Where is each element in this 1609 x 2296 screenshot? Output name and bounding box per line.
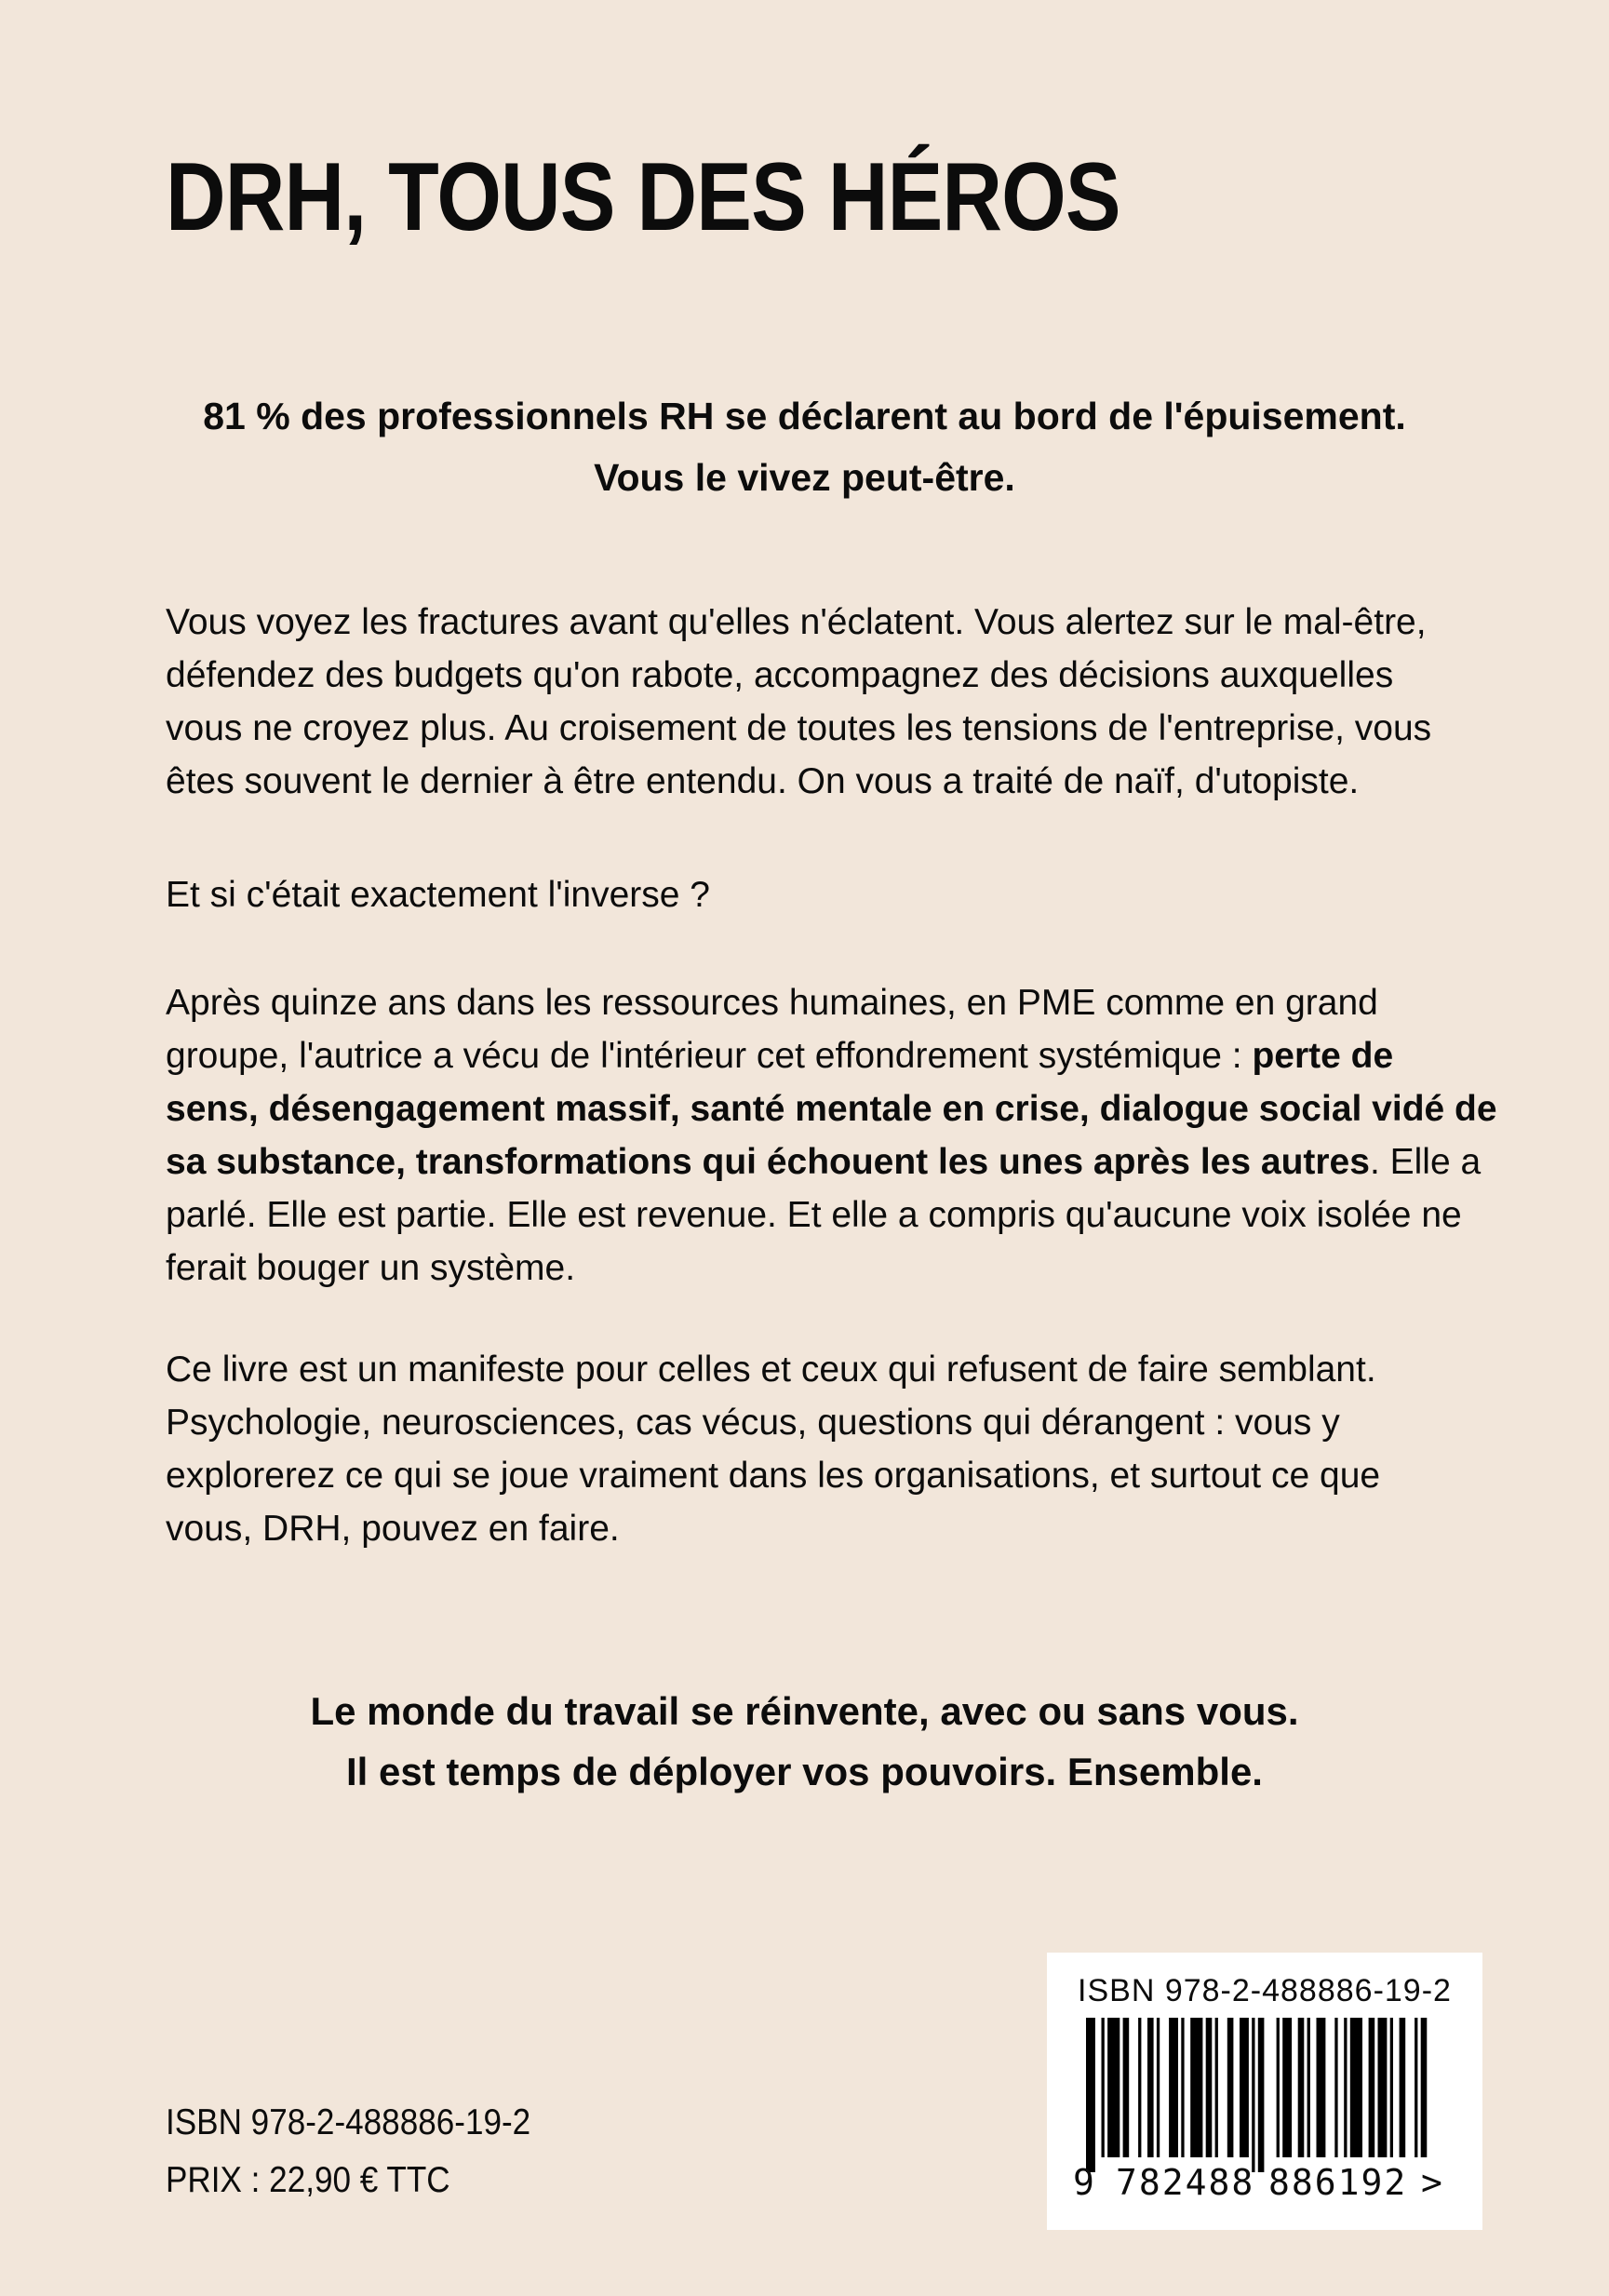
paragraph-line bbox=[166, 1082, 1524, 1135]
paragraph-line: vous ne croyez plus. Au croisement de toutes les tensions de l'entreprise, vous bbox=[166, 708, 1432, 748]
footer-isbn: ISBN 978-2-488886-19-2 bbox=[166, 2102, 531, 2142]
paragraph-line bbox=[166, 1029, 1524, 1082]
paragraph-line: Psychologie, neurosciences, cas vécus, questions qui dérangent : vous y bbox=[166, 1403, 1340, 1443]
paragraph-manifesto bbox=[166, 1343, 1524, 1555]
text-bold: sens, désengagement massif, santé mentale en crise, dialogue social vidé de bbox=[166, 1089, 1497, 1129]
barcode-icon bbox=[1047, 2018, 1482, 2185]
barcode-block bbox=[1047, 1953, 1482, 2230]
paragraph-line: ferait bouger un système. bbox=[166, 1248, 576, 1288]
paragraph-line: Ce livre est un manifeste pour celles et ceux qui refusent de faire semblant. bbox=[166, 1349, 1376, 1390]
barcode-isbn-label: ISBN 978-2-488886-19-2 bbox=[1078, 1973, 1452, 2008]
text-bold: perte de bbox=[1252, 1036, 1394, 1076]
barcode-digit-suffix: > bbox=[1421, 2162, 1442, 2203]
book-title: DRH, TOUS DES HÉROS bbox=[166, 143, 1120, 251]
paragraph-line: Vous voyez les fractures avant qu'elles n'éclatent. Vous alertez sur le mal-être, bbox=[166, 602, 1427, 642]
barcode-digit-prefix: 9 bbox=[1073, 2162, 1094, 2203]
paragraph-line: explorerez ce qui se joue vraiment dans les organisations, et surtout ce que bbox=[166, 1456, 1381, 1496]
footer-price: PRIX : 22,90 € TTC bbox=[166, 2160, 450, 2200]
lead-statement bbox=[0, 385, 1609, 508]
lead-line: 81 % des professionnels RH se déclarent au bord de l'épuisement. bbox=[203, 395, 1406, 437]
paragraph-line: Après quinze ans dans les ressources humaines, en PME comme en grand bbox=[166, 983, 1378, 1023]
lead-line: Vous le vivez peut-être. bbox=[594, 456, 1015, 499]
paragraph-line bbox=[166, 1135, 1524, 1188]
paragraph-question bbox=[166, 868, 1524, 921]
text-bold: sa substance, transformations qui échouent les unes après les autres bbox=[166, 1142, 1370, 1182]
closing-statement bbox=[0, 1681, 1609, 1802]
footer-info bbox=[166, 2094, 530, 2209]
paragraph-intro bbox=[166, 596, 1524, 808]
paragraph-line: vous, DRH, pouvez en faire. bbox=[166, 1509, 620, 1549]
paragraph-author bbox=[166, 976, 1524, 1295]
paragraph-line: parlé. Elle est partie. Elle est revenue. Et elle a compris qu'aucune voix isolée ne bbox=[166, 1195, 1462, 1235]
paragraph-line: Et si c'était exactement l'inverse ? bbox=[166, 875, 710, 915]
text-normal: groupe, l'autrice a vécu de l'intérieur cet effondrement systémique : bbox=[166, 1036, 1253, 1076]
closing-line: Il est temps de déployer vos pouvoirs. Ensemble. bbox=[346, 1750, 1263, 1793]
text-normal: . Elle a bbox=[1369, 1142, 1482, 1182]
paragraph-line: défendez des budgets qu'on rabote, accompagnez des décisions auxquelles bbox=[166, 655, 1394, 695]
barcode-digit-group-right: 886192 bbox=[1268, 2162, 1408, 2203]
closing-line: Le monde du travail se réinvente, avec ou sans vous. bbox=[310, 1689, 1299, 1733]
paragraph-line: êtes souvent le dernier à être entendu. On vous a traité de naïf, d'utopiste. bbox=[166, 761, 1360, 801]
barcode-digit-group-left: 782488 bbox=[1116, 2162, 1255, 2203]
